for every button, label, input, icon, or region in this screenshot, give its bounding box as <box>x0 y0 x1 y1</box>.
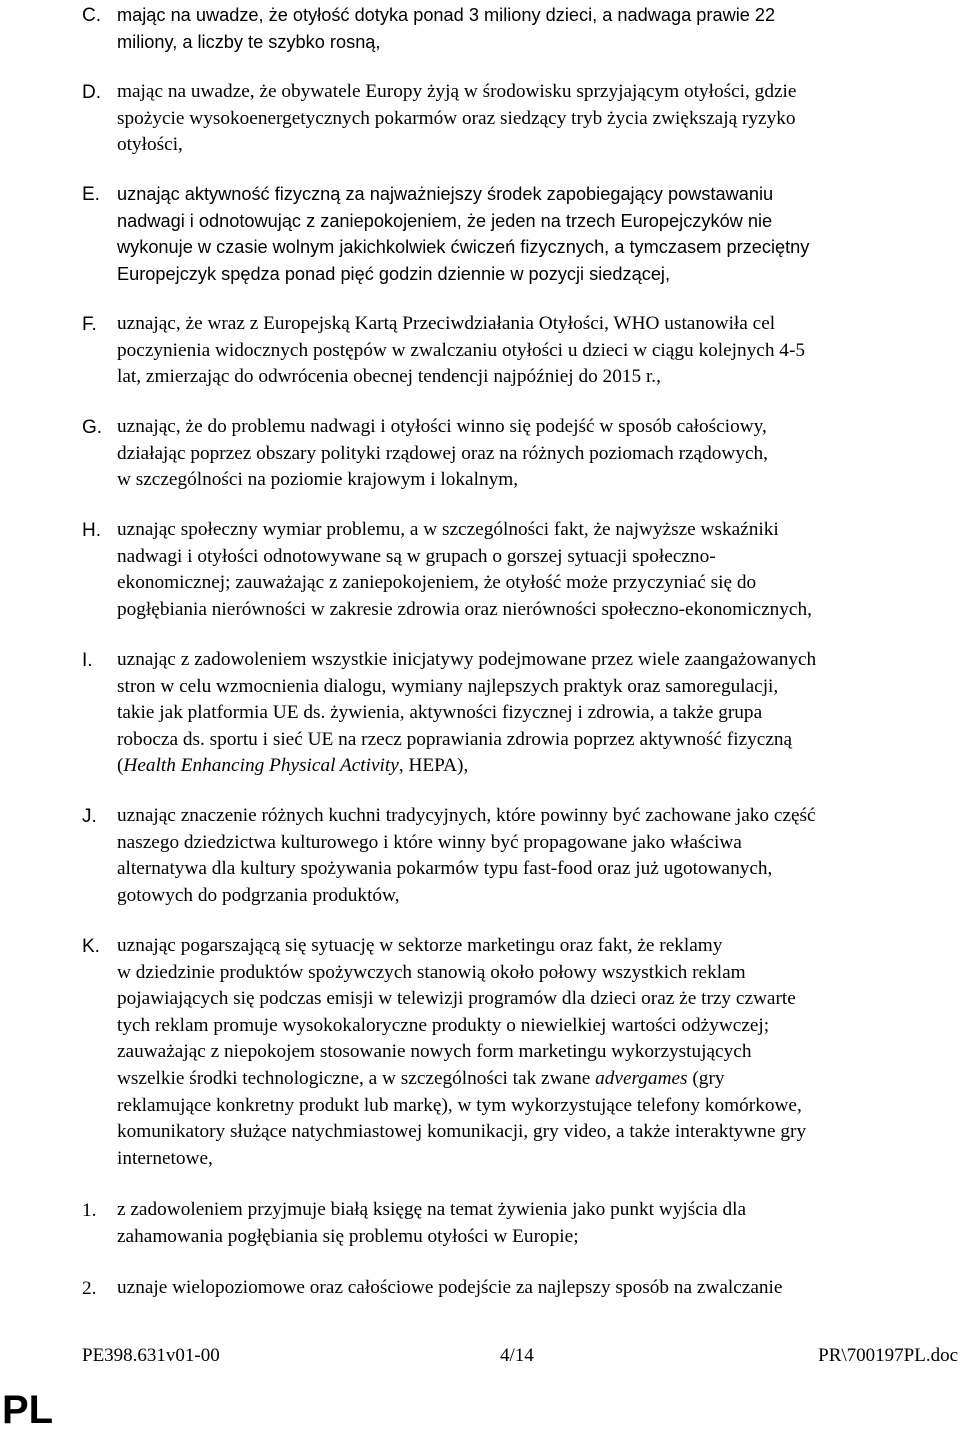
text-line: stron w celu wzmocnienia dialogu, wymiany najlepszych praktyk oraz samoregulacji, <box>117 675 779 697</box>
text-fragment: (gry <box>687 1067 725 1089</box>
recital-label: F. <box>82 314 97 335</box>
text-line: lat, zmierzając do odwrócenia obecnej tendencji najpóźniej do 2015 r., <box>117 366 661 388</box>
text-line: uznając społeczny wymiar problemu, a w szczególności fakt, że najwyższe wskaźniki <box>117 519 779 540</box>
text-line: zauważając z niepokojem stosowanie nowych form marketingu wykorzystujących <box>117 1041 752 1063</box>
text-line: otyłości, <box>117 134 183 156</box>
paragraph-text <box>117 1275 959 1302</box>
recital-label: K. <box>82 936 100 957</box>
text-line: działając poprzez obszary polityki rządowej oraz na różnych poziomach rządowych, <box>117 442 768 464</box>
recital-label: E. <box>82 184 100 205</box>
footer-doc-ref: PE398.631v01-00 <box>82 1345 220 1366</box>
paragraph-number: 2. <box>82 1278 97 1299</box>
text-line: naszego dziedzictwa kulturowego i które winny być propagowane jako właściwa <box>117 831 742 853</box>
recital-text <box>117 311 959 391</box>
text-line <box>117 753 959 780</box>
text-line: spożycie wysokoenergetycznych pokarmów oraz siedzący tryb życia zwiększają ryzyko <box>117 107 796 129</box>
text-line: internetowe, <box>117 1147 213 1169</box>
footer-file-name: PR\700197PL.doc <box>818 1345 958 1366</box>
text-line: komunikatory służące natychmiastowej komunikacji, gry video, a także interaktywne gry <box>117 1121 807 1143</box>
recital-label: G. <box>82 417 103 438</box>
text-line: wykonuje w czasie wolnym jakichkolwiek ćwiczeń fizycznych, a tymczasem przeciętny <box>117 237 810 258</box>
recital-text <box>117 517 959 623</box>
text-line: z zadowoleniem przyjmuje białą księgę na temat żywienia jako punkt wyjścia dla <box>117 1199 747 1220</box>
recital-label: J. <box>82 806 97 827</box>
text-line: uznając, że do problemu nadwagi i otyłości winno się podejść w sposób całościowy, <box>117 416 767 437</box>
text-line: pojawiających się podczas emisji w telewizji programów dla dzieci oraz że trzy czwarte <box>117 988 796 1010</box>
language-code: PL <box>2 1388 54 1432</box>
text-line: mając na uwadze, że obywatele Europy żyją w środowisku sprzyjającym otyłości, gdzie <box>117 81 797 102</box>
text-line: alternatywa dla kultury spożywania pokarmów typu fast-food oraz już ugotowanych, <box>117 858 773 880</box>
recital-label: D. <box>82 82 101 103</box>
text-line: uznając pogarszającą się sytuację w sektorze marketingu oraz fakt, że reklamy <box>117 935 723 956</box>
text-line: uznając z zadowoleniem wszystkie inicjatywy podejmowane przez wiele zaangażowanych <box>117 649 817 670</box>
recital-text <box>117 181 959 287</box>
recital-text <box>117 647 959 780</box>
recital-text <box>117 803 959 909</box>
recital-text <box>117 79 959 159</box>
text-line: uznając, że wraz z Europejską Kartą Przeciwdziałania Otyłości, WHO ustanowiła cel <box>117 313 776 334</box>
text-line: uznając znaczenie różnych kuchni tradycyjnych, które powinny być zachowane jako część <box>117 805 816 826</box>
recital-label: H. <box>82 520 101 541</box>
paragraph-text <box>117 1197 959 1250</box>
recital-label: I. <box>82 650 93 671</box>
text-fragment: ( <box>117 755 124 777</box>
text-line: nadwagi i odnotowując z zaniepokojeniem, że jeden na trzech Europejczyków nie <box>117 210 773 231</box>
text-line: robocza ds. sportu i sieć UE na rzecz poprawiania zdrowia poprzez aktywność fizyczną <box>117 728 793 750</box>
text-line: zahamowania pogłębiania się problemu otyłości w Europie; <box>117 1225 579 1247</box>
text-line: ekonomicznej; zauważając z zaniepokojeniem, że otyłość może przyczyniać się do <box>117 572 757 594</box>
text-line <box>117 1066 959 1093</box>
text-line: Europejczyk spędza ponad pięć godzin dziennie w pozycji siedzącej, <box>117 263 671 284</box>
text-fragment: , HEPA), <box>398 755 469 777</box>
recital-text <box>117 933 959 1172</box>
text-line: uznając aktywność fizyczną za najważniejszy środek zapobiegający powstawaniu <box>117 184 774 204</box>
recital-label: C. <box>82 5 101 26</box>
text-line: gotowych do podgrzania produktów, <box>117 884 400 906</box>
recital-text <box>117 2 959 55</box>
text-line: nadwagi i otyłości odnotowywane są w grupach o gorszej sytuacji społeczno- <box>117 545 716 567</box>
text-fragment: wszelkie środki technologiczne, a w szczególności tak zwane <box>117 1067 591 1089</box>
italic-term: advergames <box>595 1067 688 1089</box>
paragraph-number: 1. <box>82 1200 97 1221</box>
recital-text <box>117 414 959 494</box>
text-line: takie jak platformia UE ds. żywienia, aktywności fizycznej i zdrowia, a także grupa <box>117 702 763 724</box>
page-footer <box>0 1345 960 1373</box>
footer-page-number: 4/14 <box>500 1345 534 1366</box>
text-line: pogłębiania nierówności w zakresie zdrowia oraz nierówności społeczno-ekonomicznych, <box>117 598 812 620</box>
text-line: uznaje wielopoziomowe oraz całościowe podejście za najlepszy sposób na zwalczanie <box>117 1277 783 1298</box>
text-line: poczynienia widocznych postępów w zwalczaniu otyłości u dzieci w ciągu kolejnych 4-5 <box>117 339 806 361</box>
text-line: tych reklam promuje wysokokaloryczne produkty o niewielkiej wartości odżywczej; <box>117 1014 770 1036</box>
text-line: reklamujące konkretny produkt lub markę), w tym wykorzystujące telefony komórkowe, <box>117 1094 802 1116</box>
text-line: miliony, a liczby te szybko rosną, <box>117 31 381 52</box>
text-line: w szczególności na poziomie krajowym i lokalnym, <box>117 469 519 491</box>
text-line: mając na uwadze, że otyłość dotyka ponad 3 miliony dzieci, a nadwaga prawie 22 <box>117 5 776 25</box>
italic-term: Health Enhancing Physical Activity <box>123 755 399 777</box>
text-line: w dziedzinie produktów spożywczych stanowią około połowy wszystkich reklam <box>117 961 746 983</box>
